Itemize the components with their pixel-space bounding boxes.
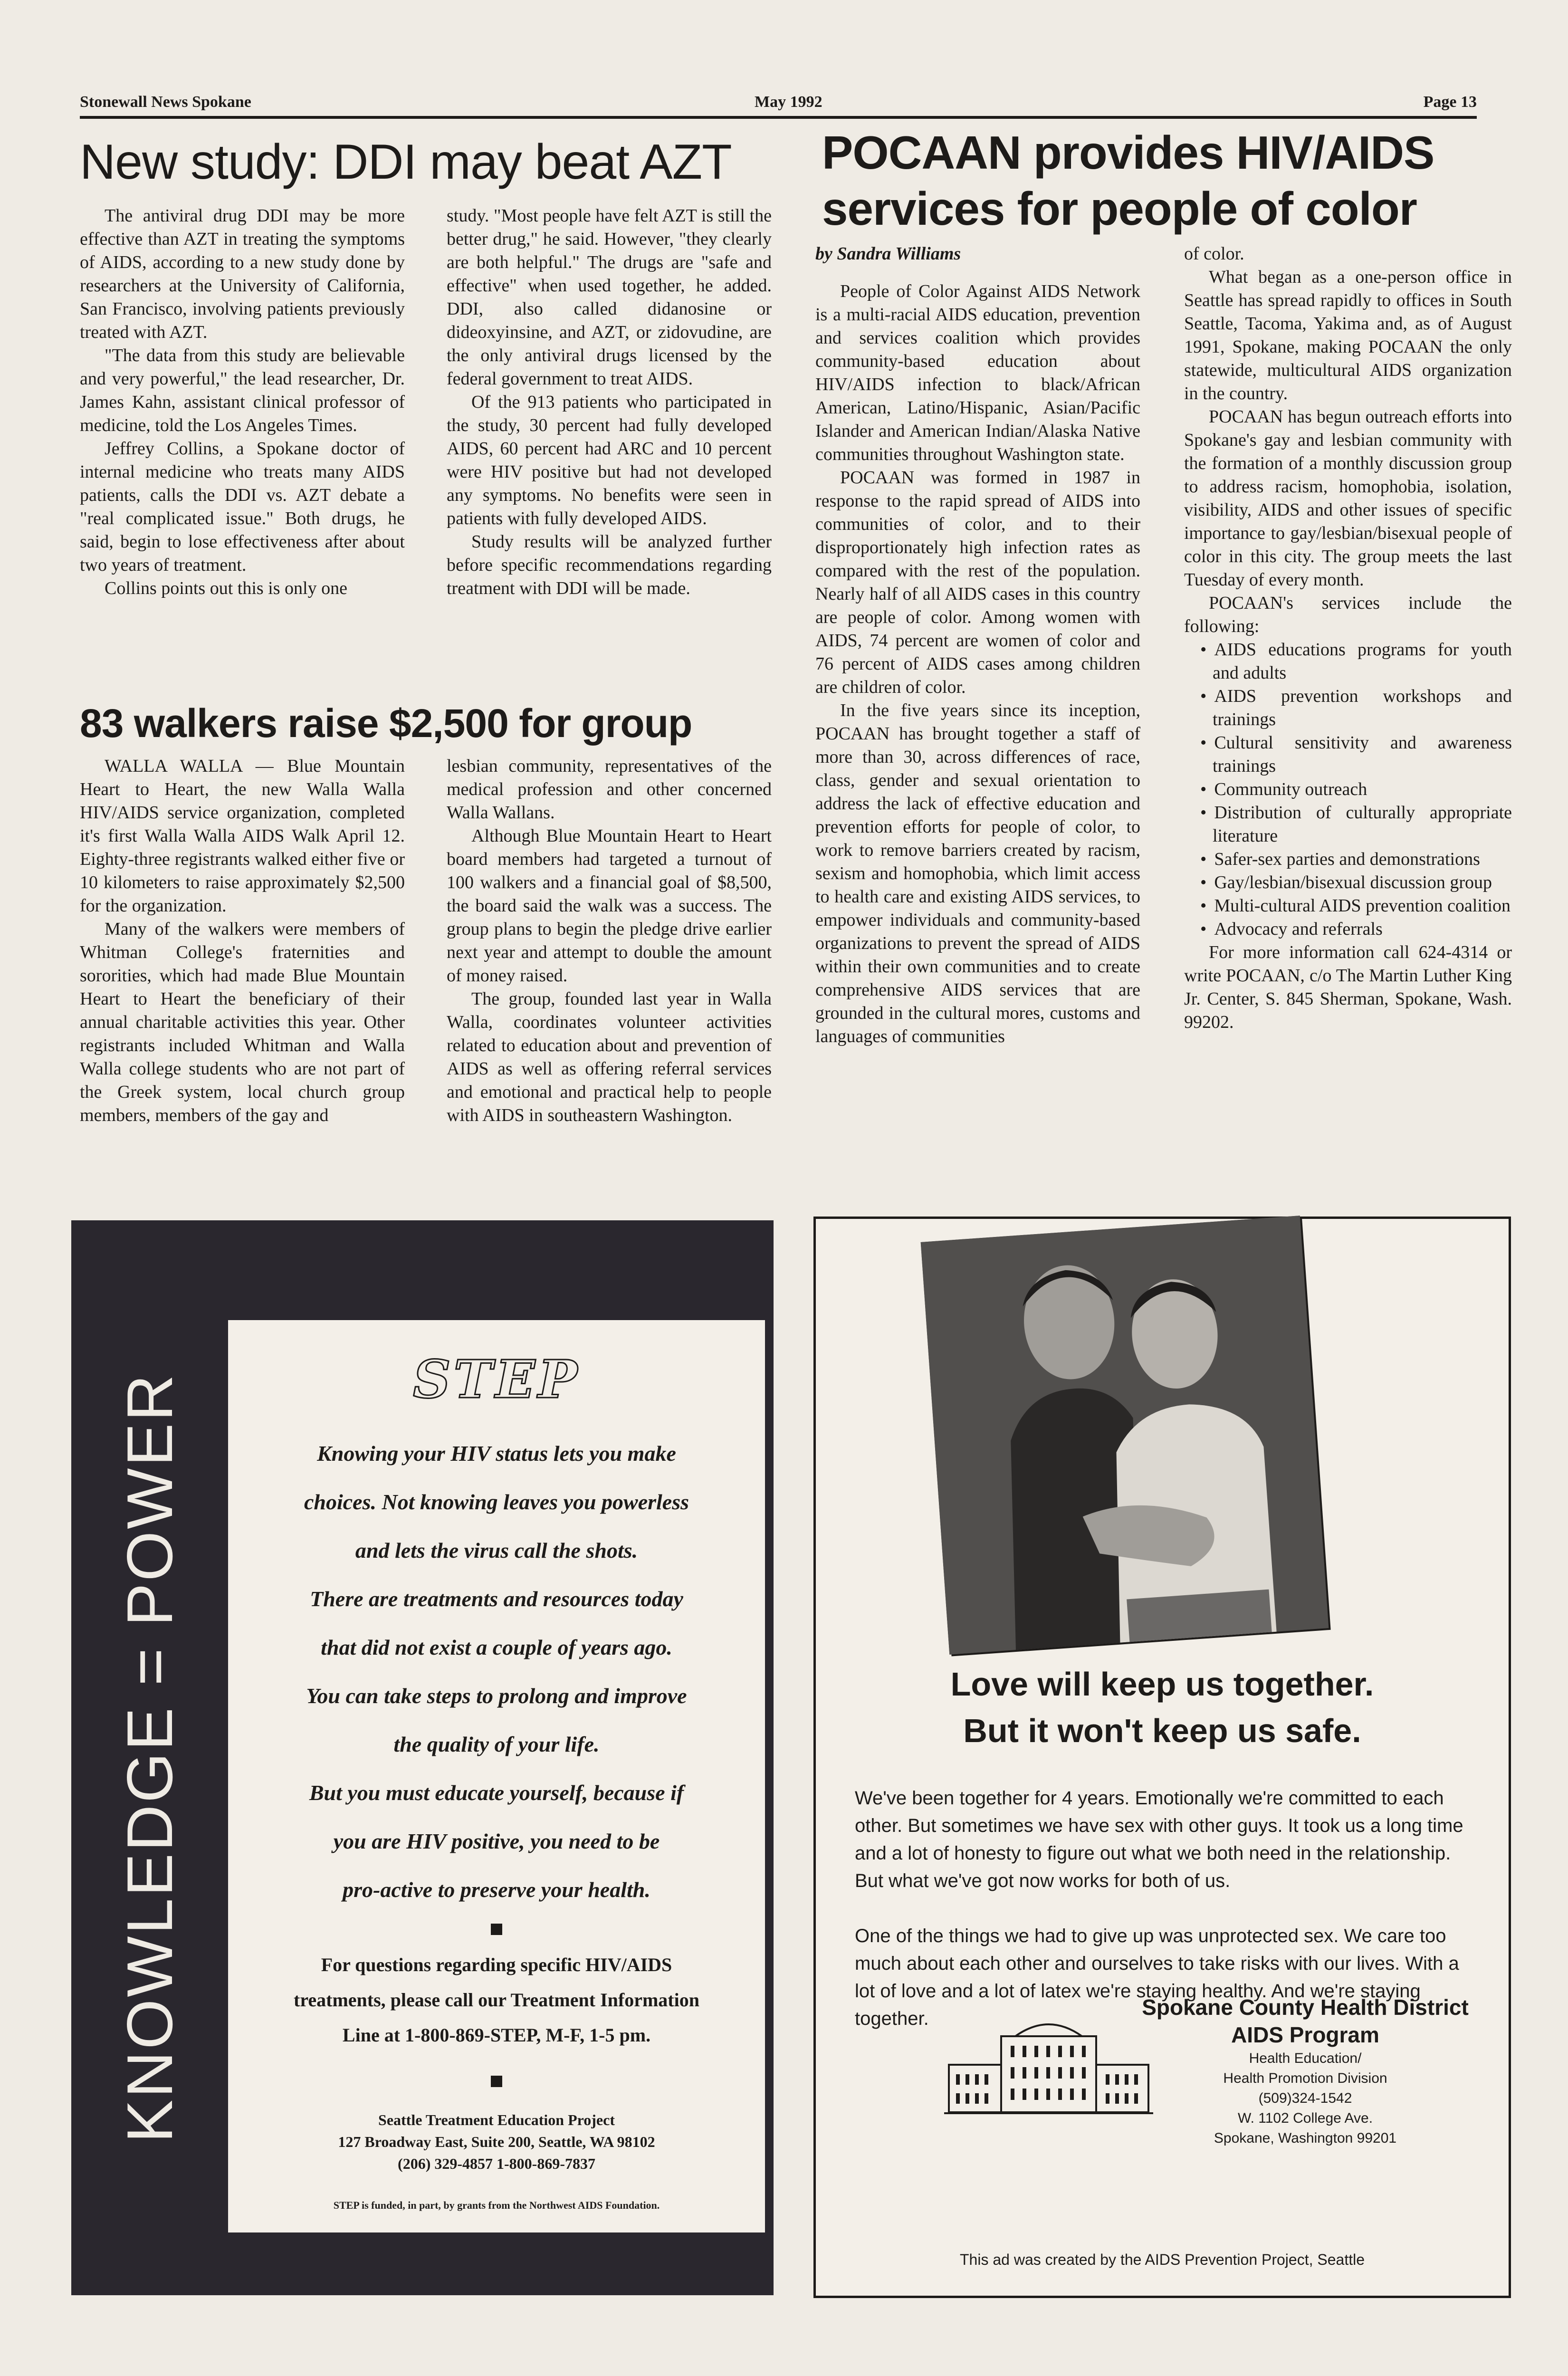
health-district-contact <box>1120 1993 1491 2148</box>
ad-credit: This ad was created by the AIDS Prevention Project, Seattle <box>960 2251 1365 2268</box>
treatment-info-line: For questions regarding specific HIV/AIDS treatments, please call our Treatment Information Line at 1-800-869-STEP, M-F, 1-5 pm. <box>294 1954 699 2046</box>
services-list <box>1184 638 1512 941</box>
ddi-column-2 <box>447 204 772 600</box>
issue-date: May 1992 <box>755 93 822 111</box>
photo-illustration <box>921 1216 1329 1655</box>
ddi-paragraph: Of the 913 patients who participated in the study, 30 percent had fully developed AIDS, 60 percent had ARC and 10 percent were HIV positive but had not developed any symptoms. No benefits were seen in patients with fully developed AIDS. <box>447 392 772 528</box>
step-panel <box>228 1320 765 2232</box>
message-line: There are treatments and resources today <box>310 1587 683 1611</box>
department-line: Health Promotion Division <box>1223 2070 1387 2086</box>
walkers-column-2 <box>447 755 772 1127</box>
services-list-item: • Multi-cultural AIDS prevention coalition <box>1184 894 1512 918</box>
ddi-paragraph: The antiviral drug DDI may be more effective than AZT in treating the symptoms of AIDS, according to a new study done by researchers at the University of California, San Francisco, involving patients previously treated with AZT. <box>80 206 405 342</box>
couple-photo <box>921 1216 1329 1655</box>
step-address: Seattle Treatment Education Project 127 Broadway East, Suite 200, Seattle, WA 98102 (206) 329-4857 1-800-869-7837 <box>338 2111 655 2172</box>
org-name: Spokane County Health District <box>1142 1995 1469 2020</box>
pocaan-paragraph: In the five years since its inception, POCAAN has brought together a staff of more than 30, across differences of race, class, gender and sexual orientation to address the lack of effective education and prevention efforts for people of color, to work to remove barriers created by racism, sexism and homophobia, which limit access to health care and existing AIDS services, to empower individuals and community-based organizations to prevent the spread of AIDS within their own communities and to create comprehensive AIDS services that are grounded in the cultural mores, customs and languages of communities <box>815 700 1140 1046</box>
message-line: choices. Not knowing leaves you powerless <box>304 1490 689 1514</box>
services-list-item: • Community outreach <box>1184 778 1512 801</box>
ddi-headline: New study: DDI may beat AZT <box>80 134 732 190</box>
message-line: that did not exist a couple of years ago. <box>321 1635 672 1659</box>
pocaan-column-2 <box>1184 242 1512 1034</box>
walkers-paragraph: Although Blue Mountain Heart to Heart board members had targeted a turnout of 100 walkers and a financial goal of $8,500, the board said the walk was a success. The group plans to begin the pledge drive earlier next year and attempt to double the amount of money raised. <box>447 826 772 986</box>
message-line: But you must educate yourself, because if <box>309 1781 684 1805</box>
vertical-banner <box>71 1220 228 2295</box>
services-list-item: • Gay/lesbian/bisexual discussion group <box>1184 871 1512 894</box>
street-address: W. 1102 College Ave. <box>1237 2110 1373 2126</box>
pocaan-column-1 <box>815 242 1140 1048</box>
walkers-paragraph: WALLA WALLA — Blue Mountain Heart to Heart, the new Walla Walla HIV/AIDS service organization, completed it's first Walla Walla AIDS Walk April 12. Eighty-three registrants walked either five or 10 kilometers to raise approximately $2,500 for the organization. <box>80 756 405 916</box>
ddi-paragraph: "The data from this study are believable and very powerful," the lead researcher, Dr. James Kahn, assistant clinical professor of medicine, told the Los Angeles Times. <box>80 345 405 435</box>
header-rule <box>80 116 1477 119</box>
funding-note: STEP is funded, in part, by grants from the Northwest AIDS Foundation. <box>333 2199 660 2211</box>
services-list-item: • AIDS prevention workshops and trainings <box>1184 685 1512 731</box>
ddi-column-1 <box>80 204 405 600</box>
phone-number: (509)324-1542 <box>1258 2090 1352 2106</box>
square-bullet-icon <box>491 1924 502 1935</box>
step-advertisement <box>71 1220 774 2295</box>
ddi-paragraph: Jeffrey Collins, a Spokane doctor of internal medicine who treats many AIDS patients, calls the DDI vs. AZT debate a "real complicated issue." Both drugs, he said, begin to lose effectiveness after about two years of treatment. <box>80 439 405 575</box>
message-line: you are HIV positive, you need to be <box>333 1829 660 1853</box>
walkers-column-1 <box>80 755 405 1127</box>
pocaan-paragraph: POCAAN has begun outreach efforts into Spokane's gay and lesbian community with the formation of a monthly discussion group to address racism, homophobia, isolation, visibility, AIDS and other issues of specific importance to gay/lesbian/bisexual people of color in this city. The group meets the last Tuesday of every month. <box>1184 407 1512 590</box>
services-list-item: • AIDS educations programs for youth and adults <box>1184 638 1512 685</box>
services-list-item: • Advocacy and referrals <box>1184 918 1512 941</box>
services-list-item: • Safer-sex parties and demonstrations <box>1184 848 1512 871</box>
program-name: AIDS Program <box>1231 2022 1379 2047</box>
message-line: and lets the virus call the shots. <box>355 1538 638 1562</box>
ddi-paragraph: Study results will be analyzed further before specific recommendations regarding treatment with DDI will be made. <box>447 532 772 598</box>
page-number: Page 13 <box>1423 93 1477 111</box>
pocaan-paragraph: What began as a one-person office in Seattle has spread rapidly to offices in South Seattle, Tacoma, Yakima and, as of August 1991, Spokane, making POCAAN the only statewide, multicultural AIDS organization in the country. <box>1184 267 1512 403</box>
byline: by Sandra Williams <box>815 244 961 264</box>
step-logo: STEP <box>413 1349 580 1410</box>
pocaan-paragraph: POCAAN was formed in 1987 in response to the rapid spread of AIDS into communities of color, and to their disproportionately high infection rates as compared with the rest of the population. Nearly half of all AIDS cases in this country are people of color. Among women with AIDS, 74 percent are women of color and 76 percent of AIDS cases among children are children of color. <box>815 468 1140 697</box>
ad-headline: Love will keep us together. But it won't keep us safe. <box>950 1666 1374 1749</box>
walkers-headline: 83 walkers raise $2,500 for group <box>80 701 692 746</box>
walkers-paragraph: lesbian community, representatives of the medical profession and other concerned Walla Wallans. <box>447 756 772 823</box>
message-line: the quality of your life. <box>393 1732 600 1756</box>
pocaan-paragraph: of color. <box>1184 244 1244 264</box>
ddi-paragraph: study. "Most people have felt AZT is still the better drug," he said. However, "they clearly are both helpful." The drugs are "safe and effective" when used together, he added. DDI, also called didanosine or dideoxyinsine, and AZT, or zidovudine, are the only antiviral drugs licensed by the federal government to treat AIDS. <box>447 206 772 389</box>
health-district-advertisement <box>813 1217 1511 2298</box>
city-address: Spokane, Washington 99201 <box>1214 2130 1397 2146</box>
square-bullet-icon <box>491 2076 502 2087</box>
pocaan-paragraph: POCAAN's services include the following: <box>1184 593 1512 636</box>
department-line: Health Education/ <box>1249 2050 1362 2066</box>
health-district-block <box>816 1993 1509 2184</box>
running-head <box>80 93 1477 118</box>
ddi-paragraph: Collins points out this is only one <box>105 578 347 598</box>
message-line: You can take steps to prolong and improve <box>306 1684 687 1708</box>
services-list-item: • Cultural sensitivity and awareness trainings <box>1184 731 1512 778</box>
services-list-item: • Distribution of culturally appropriate literature <box>1184 801 1512 848</box>
step-message <box>247 1429 746 1914</box>
publication-name: Stonewall News Spokane <box>80 93 251 111</box>
ad-paragraph: One of the things we had to give up was unprotected sex. We care too much about each other and ourselves to take risks with our lives. With a lot of love and a lot of latex we're staying healthy. And we're staying together. <box>855 1926 1459 2029</box>
knowledge-power-text: KNOWLEDGE = POWER <box>114 1372 186 2143</box>
ad-paragraph: We've been together for 4 years. Emotionally we're committed to each other. But sometimes we have sex with other guys. It took us a long time and a lot of honesty to figure out what we both need in the relationship. But what we've got now works for both of us. <box>855 1788 1463 1891</box>
pocaan-headline: POCAAN provides HIV/AIDS services for people of color <box>822 126 1434 235</box>
message-line: Knowing your HIV status lets you make <box>317 1441 676 1466</box>
walkers-paragraph: The group, founded last year in Walla Walla, coordinates volunteer activities related to education about and prevention of AIDS as well as offering referral services and emotional and practical help to people with AIDS in southeastern Washington. <box>447 989 772 1125</box>
pocaan-paragraph: People of Color Against AIDS Network is a multi-racial AIDS education, prevention and services coalition which provides community-based education about HIV/AIDS infection to black/African American, Latino/Hispanic, Asian/Pacific Islander and American Indian/Alaska Native communities throughout Washington state. <box>815 281 1140 464</box>
pocaan-contact: For more information call 624-4314 or write POCAAN, c/o The Martin Luther King Jr. Center, S. 845 Sherman, Spokane, Wash. 99202. <box>1184 942 1512 1032</box>
message-line: pro-active to preserve your health. <box>343 1878 650 1902</box>
walkers-paragraph: Many of the walkers were members of Whitman College's fraternities and sororities, which had made Blue Mountain Heart to Heart the beneficiary of their annual charitable activities this year. Other registrants included Whitman and Walla Walla college students who are not part of the Greek system, local church group members, members of the gay and <box>80 919 405 1125</box>
